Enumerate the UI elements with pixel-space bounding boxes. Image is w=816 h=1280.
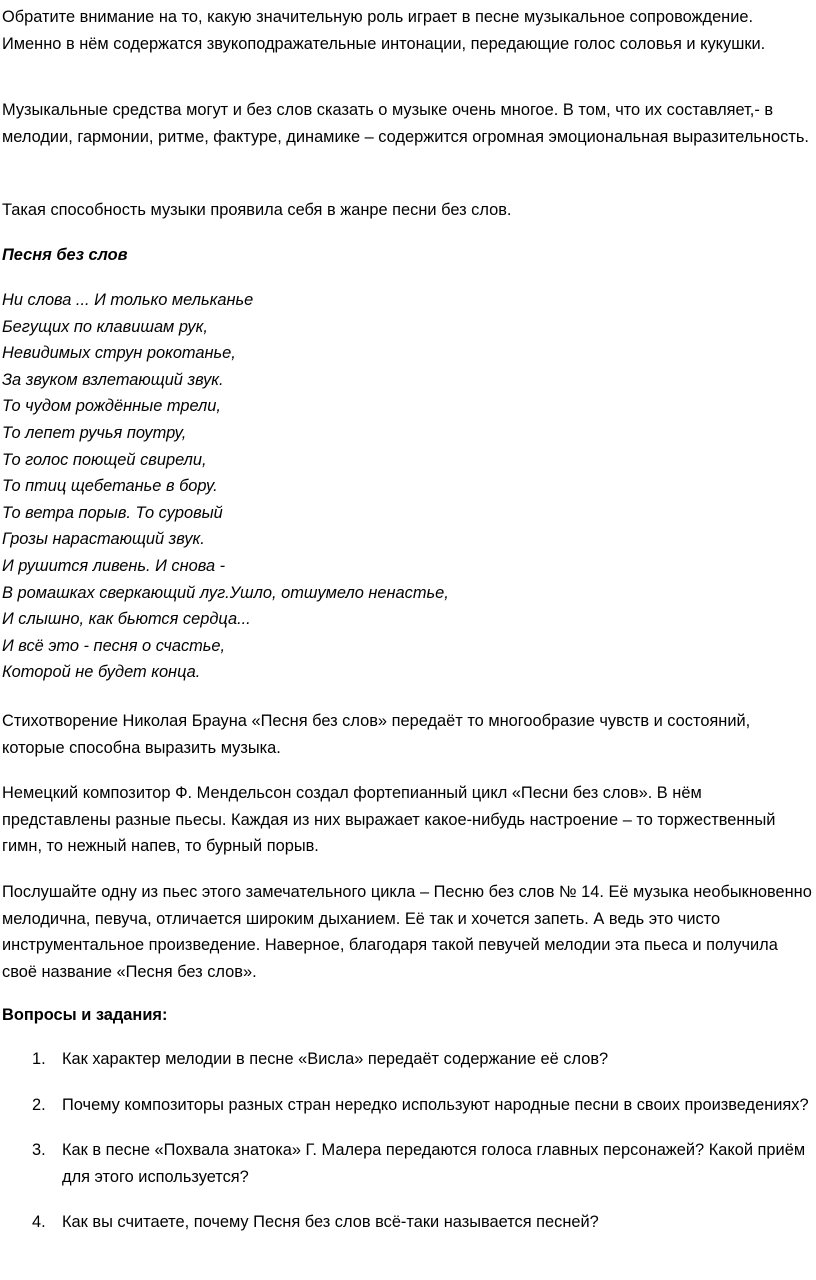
poem-line: В ромашках сверкающий луг.Ушло, отшумело ненастье,: [2, 583, 449, 602]
poem-line: И рушится ливень. И снова -: [2, 556, 226, 575]
poem-line: Ни слова ... И только мельканье: [2, 291, 254, 309]
paragraph-musical-means: Музыкальные средства могут и без слов сказать о музыке очень многое. В том, что их составляет,- в мелодии, гармонии, ритме, фактуре, динамике – содержится огромная эмоциональная выразительность.: [2, 101, 809, 146]
poem-line: То голос поющей свирели,: [2, 450, 207, 469]
question-text: Почему композиторы разных стран нередко используют народные песни в своих произведениях?: [62, 1095, 809, 1114]
poem-line: То чудом рождённые трели,: [2, 397, 221, 416]
questions-heading: Вопросы и задания:: [2, 1006, 168, 1024]
poem-line: И всё это - песня о счастье,: [2, 636, 226, 655]
paragraph-braun-poem: Стихотворение Николая Брауна «Песня без слов» передаёт то многообразие чувств и состояний, которые способна выразить музыка.: [2, 712, 751, 757]
question-item: [2, 1209, 812, 1236]
question-item: [2, 1046, 812, 1073]
poem-line: То лепет ручья поутру,: [2, 423, 187, 442]
paragraph-accompaniment: Обратите внимание на то, какую значительную роль играет в песне музыкальное сопровождение. Именно в нём содержатся звукоподражательные интонации, передающие голос соловья и кукушки.: [2, 8, 766, 53]
question-number: 2.: [32, 1095, 46, 1114]
question-item: [2, 1092, 812, 1119]
poem-line: И слышно, как бьются сердца...: [2, 610, 251, 629]
question-number: 4.: [32, 1213, 46, 1232]
poem-line: За звуком взлетающий звук.: [2, 370, 224, 389]
paragraph-song-14: Послушайте одну из пьес этого замечательного цикла – Песню без слов № 14. Её музыка необыкновенно мелодична, певуча, отличается широким дыханием. Её так и хочется запеть. А ведь это чисто инструментальное произведение. Наверное, благодаря такой певучей мелодии эта пьеса и получила своё название «Песня без слов».: [2, 883, 812, 981]
question-text: Как в песне «Похвала знатока» Г. Малера передаются голоса главных персонажей? Какой приём для этого используется?: [62, 1141, 806, 1186]
question-number: 1.: [32, 1050, 46, 1068]
question-number: 3.: [32, 1141, 46, 1160]
poem-title: Песня без слов: [2, 246, 128, 264]
paragraph-mendelssohn: Немецкий композитор Ф. Мендельсон создал фортепианный цикл «Песни без слов». В нём представлены разные пьесы. Каждая из них выражает какое-нибудь настроение – то торжественный гимн, то нежный напев, то бурный порыв.: [2, 784, 776, 856]
poem-line: То птиц щебетанье в бору.: [2, 477, 218, 496]
poem-line: Грозы нарастающий звук.: [2, 530, 205, 549]
paragraph-songs-without-words: Такая способность музыки проявила себя в жанре песни без слов.: [2, 201, 512, 219]
poem-line: Бегущих по клавишам рук,: [2, 317, 208, 336]
question-item: [2, 1137, 812, 1190]
poem-line: Невидимых струн рокотанье,: [2, 344, 236, 363]
question-text: Как характер мелодии в песне «Висла» передаёт содержание её слов?: [62, 1050, 609, 1068]
poem-line: Которой не будет конца.: [2, 663, 201, 682]
poem-body: [2, 287, 449, 686]
poem-line: То ветра порыв. То суровый: [2, 503, 223, 522]
questions-list: [2, 1046, 812, 1236]
question-text: Как вы считаете, почему Песня без слов всё-таки называется песней?: [62, 1213, 599, 1232]
